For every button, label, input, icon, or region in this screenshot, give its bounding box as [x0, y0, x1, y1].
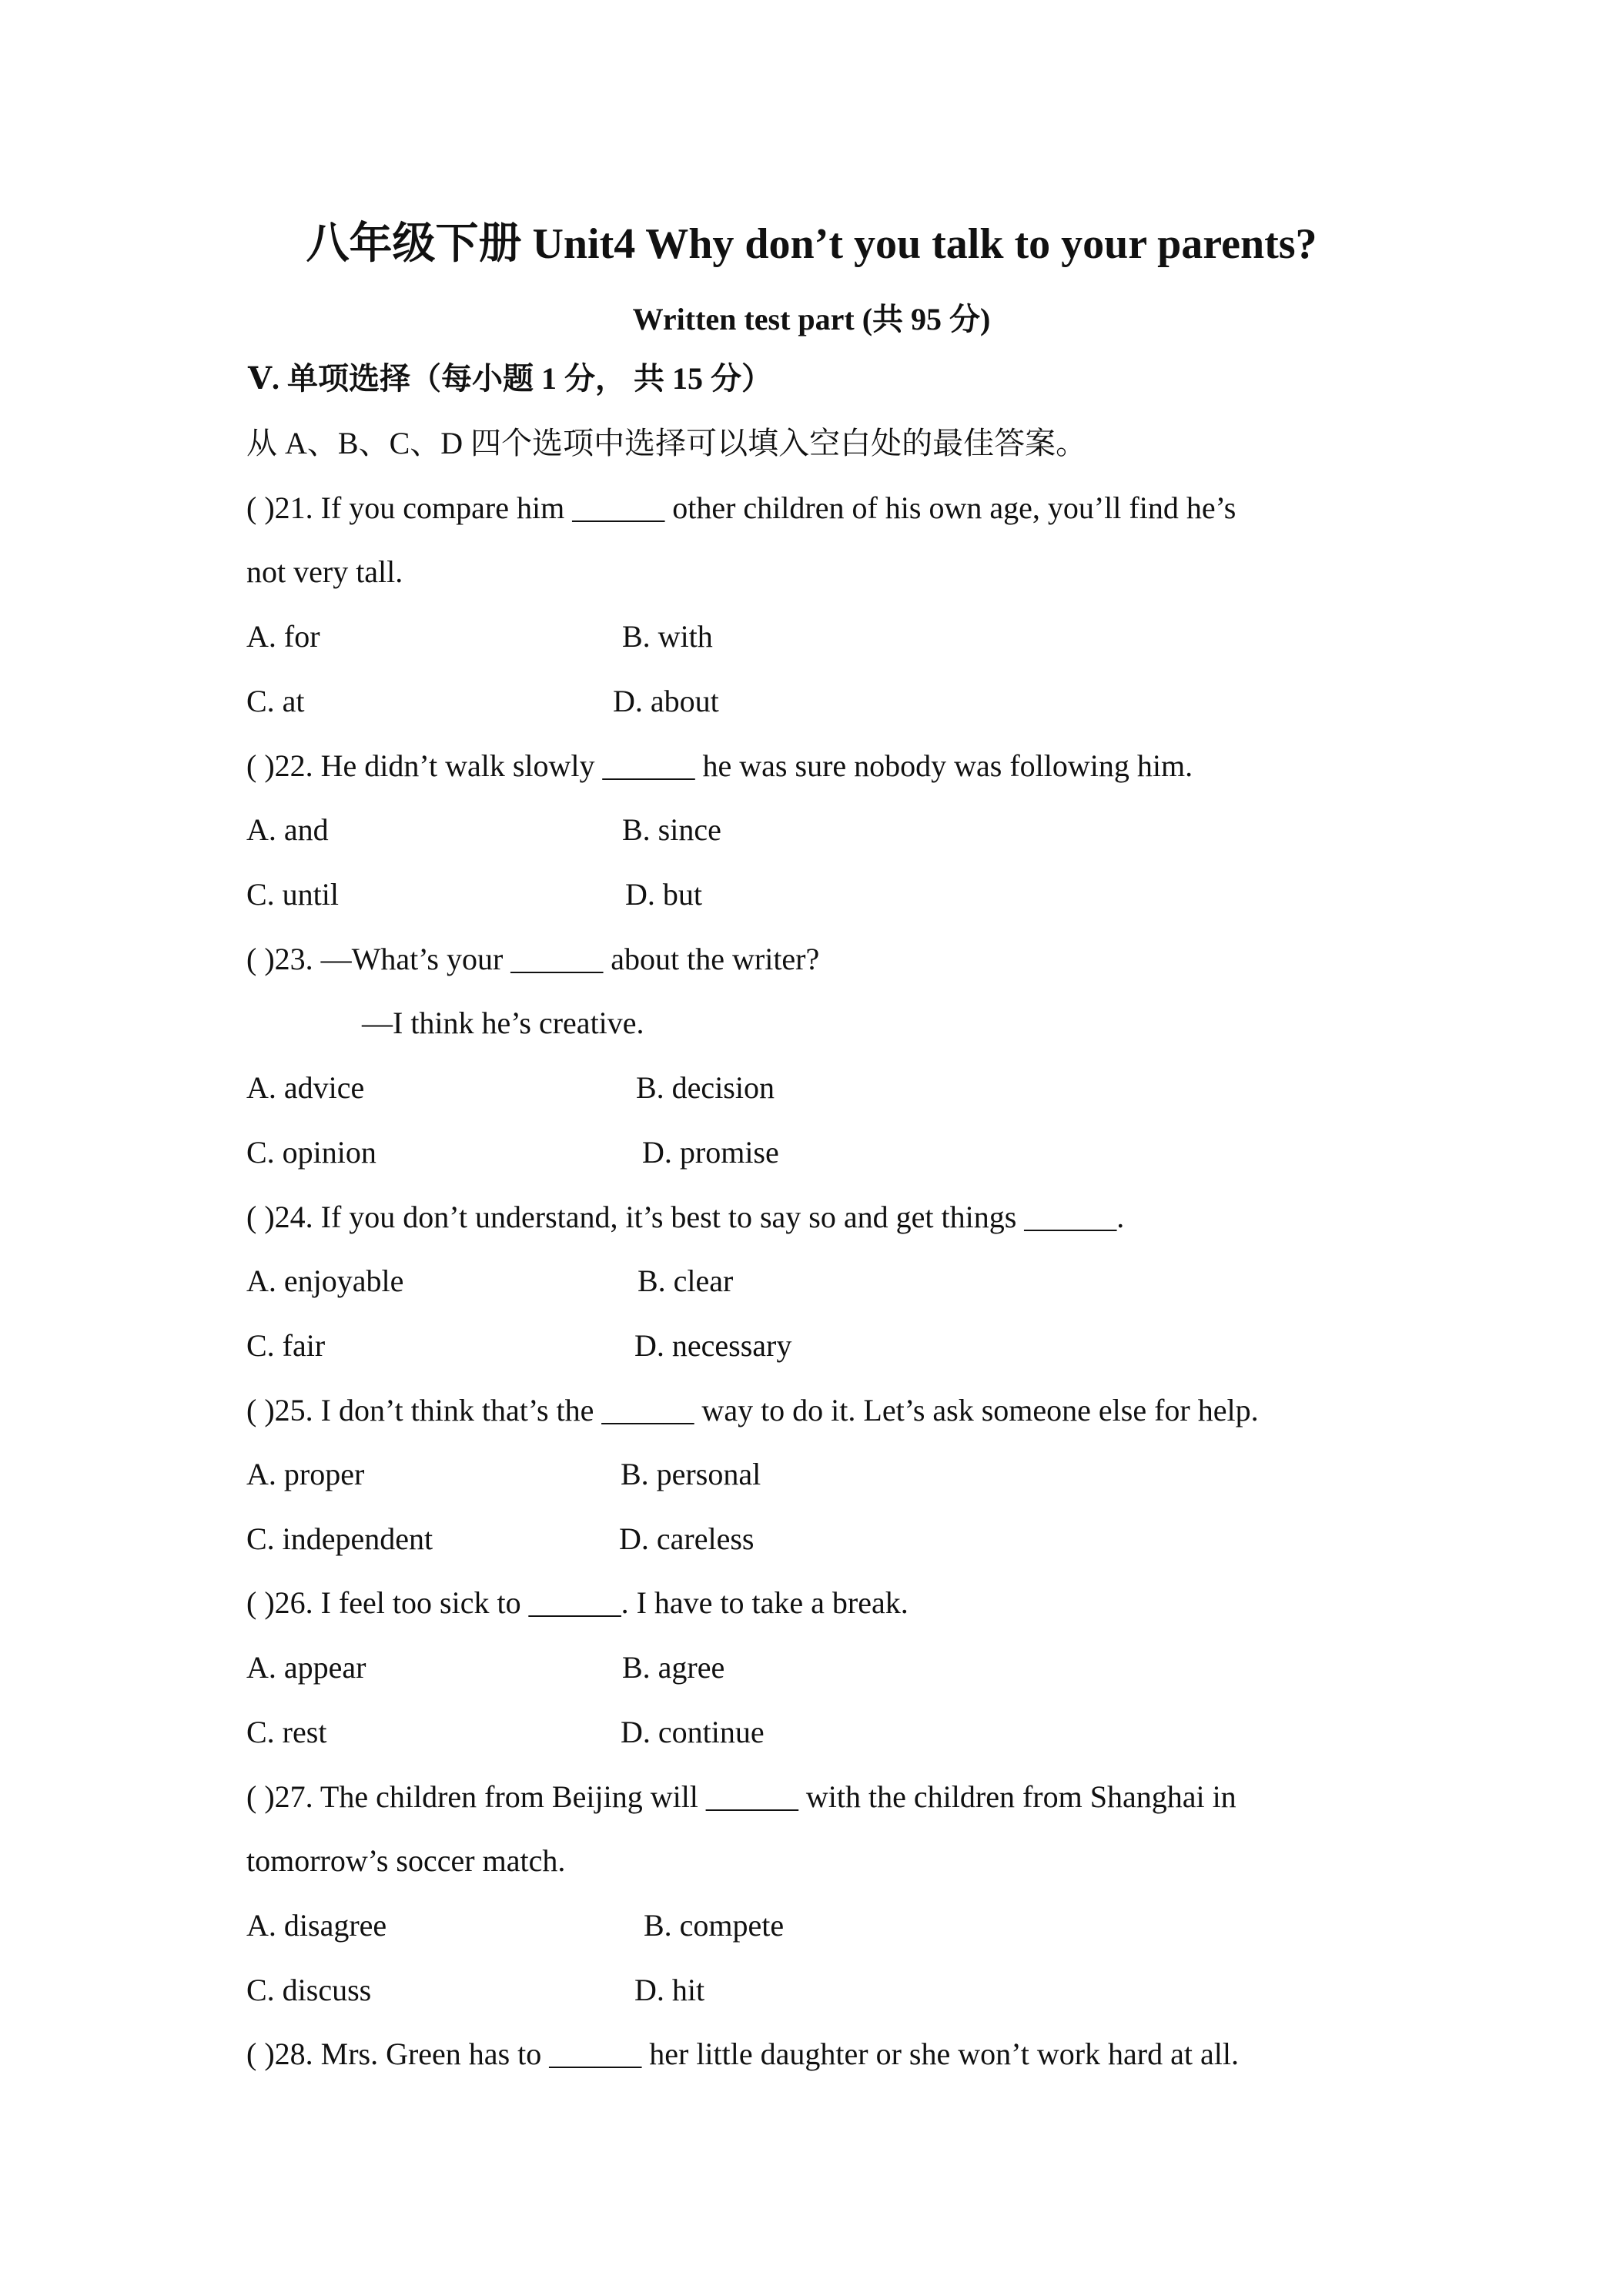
- section-heading: Ⅴ. 单项选择（每小题 1 分， 共 15 分）: [248, 361, 773, 396]
- question-28-stem: ( )28. Mrs. Green has to ______ her little daughter or she won’t work hard at all.: [246, 2037, 1239, 2071]
- question-27-option-c: C. discuss: [246, 1973, 372, 2007]
- question-26-option-b: B. agree: [622, 1650, 725, 1685]
- question-21-option-d: D. about: [613, 684, 719, 718]
- question-21-option-b: B. with: [622, 619, 713, 654]
- question-24-option-d: D. necessary: [634, 1328, 792, 1363]
- question-21-stem-continued: not very tall.: [246, 554, 403, 589]
- question-22-stem: ( )22. He didn’t walk slowly ______ he was sure nobody was following him.: [246, 748, 1193, 783]
- question-27-option-a: A. disagree: [246, 1908, 387, 1943]
- question-25-stem: ( )25. I don’t think that’s the ______ way to do it. Let’s ask someone else for help.: [246, 1393, 1259, 1427]
- question-24-stem: ( )24. If you don’t understand, it’s best to say so and get things ______.: [246, 1200, 1125, 1234]
- question-24-option-c: C. fair: [246, 1328, 326, 1363]
- question-27-stem-continued: tomorrow’s soccer match.: [246, 1843, 566, 1878]
- question-26-option-a: A. appear: [246, 1650, 366, 1685]
- question-24-option-b: B. clear: [637, 1263, 734, 1298]
- page-title: 八年级下册 Unit4 Why don’t you talk to your parents?: [306, 220, 1317, 268]
- page-subtitle: Written test part (共 95 分): [632, 302, 991, 336]
- question-26-option-d: D. continue: [621, 1715, 765, 1749]
- question-24-option-a: A. enjoyable: [246, 1263, 404, 1298]
- question-25-option-c: C. independent: [246, 1521, 433, 1556]
- question-27-option-d: D. hit: [634, 1973, 705, 2007]
- question-23-option-d: D. promise: [642, 1135, 779, 1170]
- question-23-option-a: A. advice: [246, 1070, 365, 1105]
- question-23-stem: ( )23. —What’s your ______ about the writer?: [246, 942, 820, 976]
- question-22-option-c: C. until: [246, 877, 340, 912]
- question-22-option-b: B. since: [622, 812, 721, 847]
- question-23-option-c: C. opinion: [246, 1135, 376, 1170]
- question-27-stem: ( )27. The children from Beijing will ______ with the children from Shanghai in: [246, 1779, 1236, 1814]
- question-23-stem-continued: —I think he’s creative.: [362, 1006, 644, 1040]
- question-25-option-a: A. proper: [246, 1457, 365, 1491]
- question-27-option-b: B. compete: [644, 1908, 785, 1943]
- question-26-option-c: C. rest: [246, 1715, 327, 1749]
- question-25-option-b: B. personal: [621, 1457, 761, 1491]
- question-23-option-b: B. decision: [636, 1070, 775, 1105]
- question-21-option-a: A. for: [246, 619, 320, 654]
- question-22-option-a: A. and: [246, 812, 329, 847]
- question-21-option-c: C. at: [246, 684, 305, 718]
- question-25-option-d: D. careless: [619, 1521, 755, 1556]
- question-26-stem: ( )26. I feel too sick to ______. I have to take a break.: [246, 1585, 909, 1620]
- question-22-option-d: D. but: [625, 877, 702, 912]
- section-instruction: 从 A、B、C、D 四个选项中选择可以填入空白处的最佳答案。: [246, 426, 1087, 460]
- question-21-stem: ( )21. If you compare him ______ other children of his own age, you’ll find he’s: [246, 490, 1236, 525]
